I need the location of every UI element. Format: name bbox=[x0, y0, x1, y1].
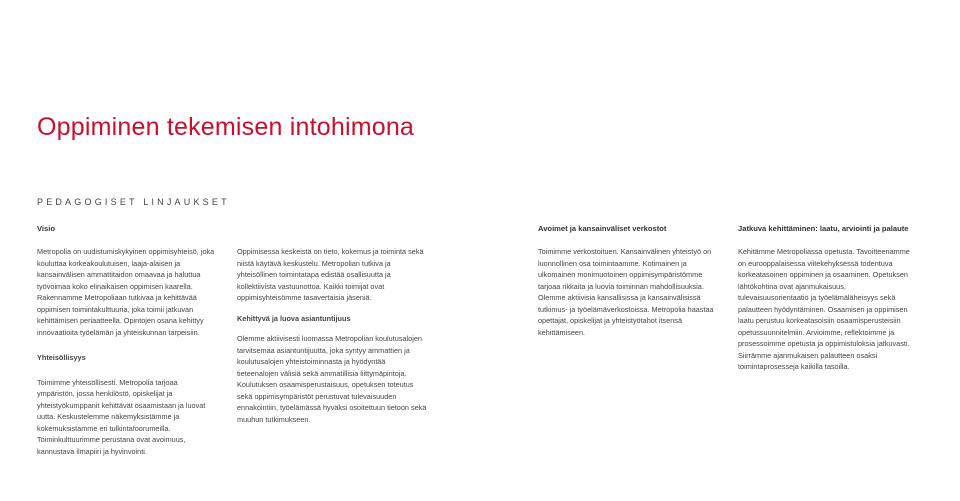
visio-paragraph: Metropolia on uudistumiskykyinen oppimisyhteisö, joka kouluttaa korkeakoulutuisen, laaja-alaisen ja kansainvälisen ammattitaidon omaavaa ja haluttua työvoimaa koko elinaikaisen oppimisen kaarella. Rakennamme Metropoliaan tutkivaa ja kehittävää oppimisen toimintakulttuuria, joka toimii jatkuvan kehittämisen periaatteella. Opintojen osana kehittyy innovaatioita työelämän ja yhteiskunnan tarpeisiin. bbox=[37, 247, 215, 337]
heading-avoimet-verkostot: Avoimet ja kansainväliset verkostot bbox=[538, 224, 667, 233]
yhteisollisyys-paragraph: Toimimme yhteisöllisesti. Metropolia tarjoaa ympäristön, jossa henkilöstö, opiskelijat ja yhteistyökumppanit kehittävät osaamistaan ja luovat uutta. Keskustelemme näkemyksistämme ja kokemuksistamme eri tulkintafoorumeilla. Toiminkulttuurimme perustana ovat avoimuus, kannustava ilmapiiri ja hyvinvointi. bbox=[37, 377, 206, 456]
column-verkostot bbox=[538, 246, 718, 338]
heading-asiantuntijuus: Kehittyvä ja luova asiantuntijuus bbox=[237, 313, 351, 323]
column-kehittaminen bbox=[738, 246, 918, 373]
heading-jatkuva-kehittaminen: Jatkuva kehittäminen: laatu, arviointi ja palaute bbox=[738, 224, 909, 233]
kehittaminen-paragraph: Kehitämme Metropoliassa opetusta. Tavoitteenamme on eurooppalaisessa viitekehyksessä todentuva korkeatasoinen oppiminen ja osaaminen. Opetuksen lähtökohtina ovat ajanmukaisuus, tulevaisuusorientaatio ja työelämäläheisyys sekä palautteen hyödyntäminen. Osaamisen ja oppimisen laatu perustuu korkeatasoisiin osaamisperusteisiin opetussuunnitelmiin. Arvioimme, reflektoimme ja prosessoimme opetusta ja oppimistuloksia jatkuvasti. Siirrämme ajanmukaisen palautteen osaksi toimintaprosesseja kaikilla tasoilla. bbox=[738, 247, 910, 371]
column-visio bbox=[37, 246, 215, 457]
heading-visio: Visio bbox=[37, 224, 56, 233]
heading-yhteisollisyys: Yhteisöllisyys bbox=[37, 353, 86, 362]
page-title: Oppiminen tekemisen intohimona bbox=[37, 113, 415, 141]
section-eyebrow: PEDAGOGISET LINJAUKSET bbox=[37, 197, 230, 207]
verkostot-paragraph: Toimimme verkostoituen. Kansainvälinen yhteistyö on luonnollinen osa toimintaamme. Kotimainen ja ulkomainen monimuotoinen oppimisympäristömme tarjoaa rikkaita ja luovia toiminnan mahdollisuuksia. Olemme aktiivisia kansallisissa ja kansainvälisissä tutkimus- ja työelämäverkostoissa. Metropolia haastaa opettajat, opiskelijat ja yhteistyötahot itsensä kehittämiseen. bbox=[538, 247, 714, 337]
oppiminen-paragraph: Oppimisessa keskeistä on tieto, kokemus ja toiminta sekä niistä käytävä keskustelu. Metropolian tutkiva ja yhteisöllinen toimintatapa edistää osallisuutta ja kollektiivista vastuunottoa. Kaikki toimijat ovat oppimisyhteisömme tasavertaisia jäseniä. bbox=[237, 247, 424, 302]
asiantuntijuus-paragraph: Olemme aktiivisesti luomassa Metropolian koulutusalojen tarvitsemaa asiantuntijuutta, joka syntyy ammattien ja koulutusalojen yhteistoiminnasta ja hyödyntää tieteenalojen välisiä sekä ammatillisia liittymäpintoja. Koulutuksen osaamisperustaisuus, opetuksen toteutus sekä oppimisympäristöt perustuvat tulevaisuuden ennakointiin, työelämässä hyväksi osoitettuun tietoon sekä muuhun tutkimukseen. bbox=[237, 334, 427, 424]
column-oppiminen bbox=[237, 246, 427, 425]
